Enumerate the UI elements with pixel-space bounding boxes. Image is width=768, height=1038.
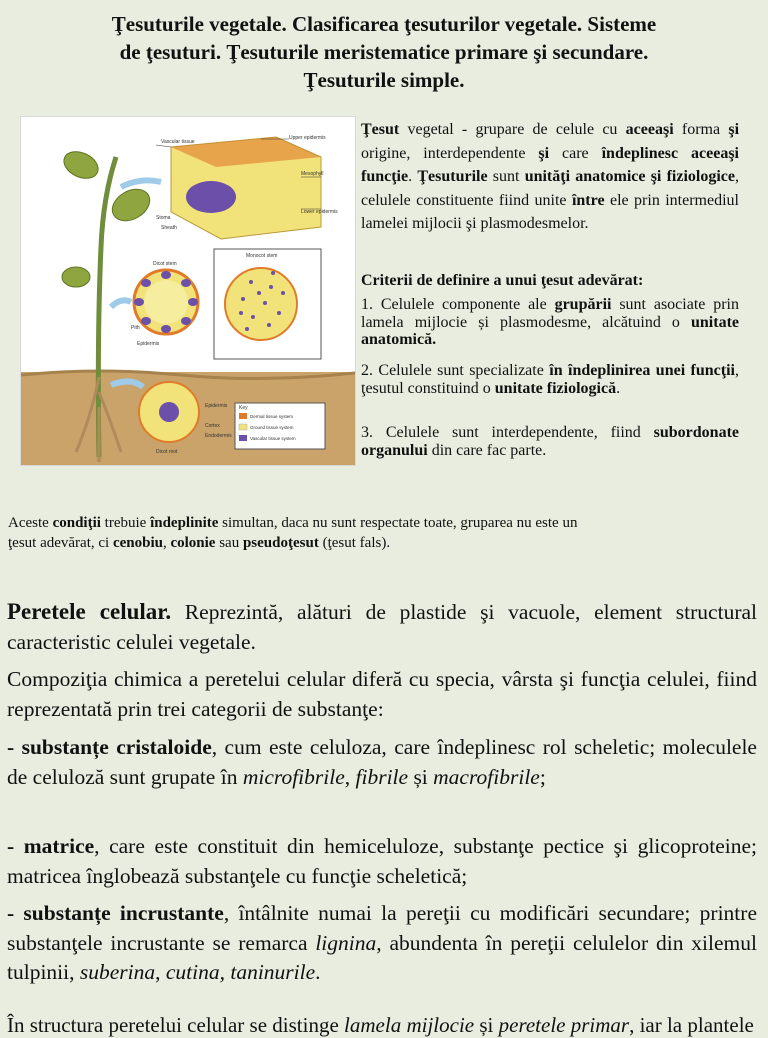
matrix-paragraph: - matrice, care este constituit din hemiceluloze, substanţe pectice şi glicoproteine; matricea înglobează substanţele cu funcţie scheletică; [7, 834, 757, 888]
title-line-2: de ţesuturi. Ţesuturile meristematice primare şi secundare. [119, 40, 649, 64]
leaf-3 [62, 267, 90, 287]
figure-label: Mesophyll [301, 171, 324, 177]
arrow-to-stem [111, 300, 131, 307]
figure-label: Cortex [205, 423, 220, 429]
criterion-1: 1. Celulele componente ale grupării sunt asociate prin lamela mijlocie și plasmodesme, alcătuind o unitate anatomică. [361, 296, 740, 348]
page-title [20, 10, 748, 94]
figure-label: Epidermis [205, 403, 228, 409]
criteria-heading: Criterii de definire a unui ţesut adevărat: [361, 272, 644, 289]
title-line-1: Ţesuturile vegetale. Clasificarea ţesuturilor vegetale. Sisteme [111, 12, 657, 36]
figure-label: Dermal tissue system [250, 414, 294, 419]
figure-label: Vascular tissue system [250, 436, 296, 441]
root-vascular-core [159, 402, 179, 422]
monocot-stem-section [225, 268, 297, 340]
criterion-3: 3. Celulele sunt interdependente, fiind subordonate organului din care fac parte. [361, 424, 739, 459]
leaf-2 [60, 147, 103, 184]
figure-label: Key [239, 405, 248, 411]
title-line-3: Ţesuturile simple. [303, 68, 465, 92]
figure-label: Vascular tissue [161, 139, 195, 145]
figure-label: Ground tissue system [250, 425, 294, 430]
figure-label: Pith [131, 325, 140, 331]
leaf-1 [107, 183, 156, 227]
figure-label: Dicot stem [153, 261, 177, 267]
conditions-note: Aceste condiţii trebuie îndeplinite simultan, daca nu sunt respectate toate, gruparea nu este un ţesut adevărat, ci cenobiu, colonie sau pseudoţesut (ţesut fals). [8, 515, 578, 551]
tissue-definition: Ţesut vegetal - grupare de celule cu aceeaşi forma şi origine, interdependente şi care îndeplinesc aceeaşi funcţie. Ţesuturile sunt unităţi anatomice şi fiziologice, celulele constituente fiind unite între ele prin intermediul lamelei mijlocii şi plasmodesmelor. [361, 121, 740, 232]
arrow-to-leaf [121, 180, 161, 187]
composition-paragraph: Compoziţia chimica a peretelui celular diferă cu specia, vârsta şi funcţia celulei, fiind reprezentată prin trei categorii de substanţe: [7, 667, 757, 721]
figure-label: Lower epidermis [301, 209, 338, 215]
figure-label: Monocot stem [246, 253, 278, 259]
criterion-2: 2. Celulele sunt specializate în îndeplinirea unei funcţii, ţesutul constituind o unitate fiziologică. [361, 362, 739, 397]
incrusting-paragraph: - substanțe incrustante, întâlnite numai la pereţii cu modificări secundare; printre substanţele incrustante se remarca lignina, abundenta în pereţii celulelor din xilemul tulpinii, suberina, cutina, taninurile. [7, 901, 757, 984]
plant-tissue-illustration [21, 117, 355, 465]
plant-tissue-figure [20, 116, 356, 466]
figure-label: Stoma [156, 215, 171, 221]
figure-label: Upper epidermis [289, 135, 326, 141]
leaf-vascular-bundle [186, 181, 236, 213]
structure-paragraph-cut: În structura peretelui celular se distinge lamela mijlocie și peretele primar, iar la plantele [7, 1013, 754, 1037]
cell-wall-paragraph: Peretele celular. Reprezintă, alături de plastide şi vacuole, element structural caracteristic celulei vegetale. [7, 599, 757, 654]
figure-label: Epidermis [137, 341, 160, 347]
figure-label: Dicot root [156, 449, 178, 455]
figure-label: Sheath [161, 225, 177, 231]
dicot-stem-pith [144, 280, 188, 324]
figure-label: Endodermis [205, 433, 232, 439]
crystalloid-paragraph: - substanțe cristaloide, cum este celuloza, care îndeplinesc rol scheletic; moleculele de celuloză sunt grupate în microfibrile, fibrile și macrofibrile; [7, 735, 757, 789]
